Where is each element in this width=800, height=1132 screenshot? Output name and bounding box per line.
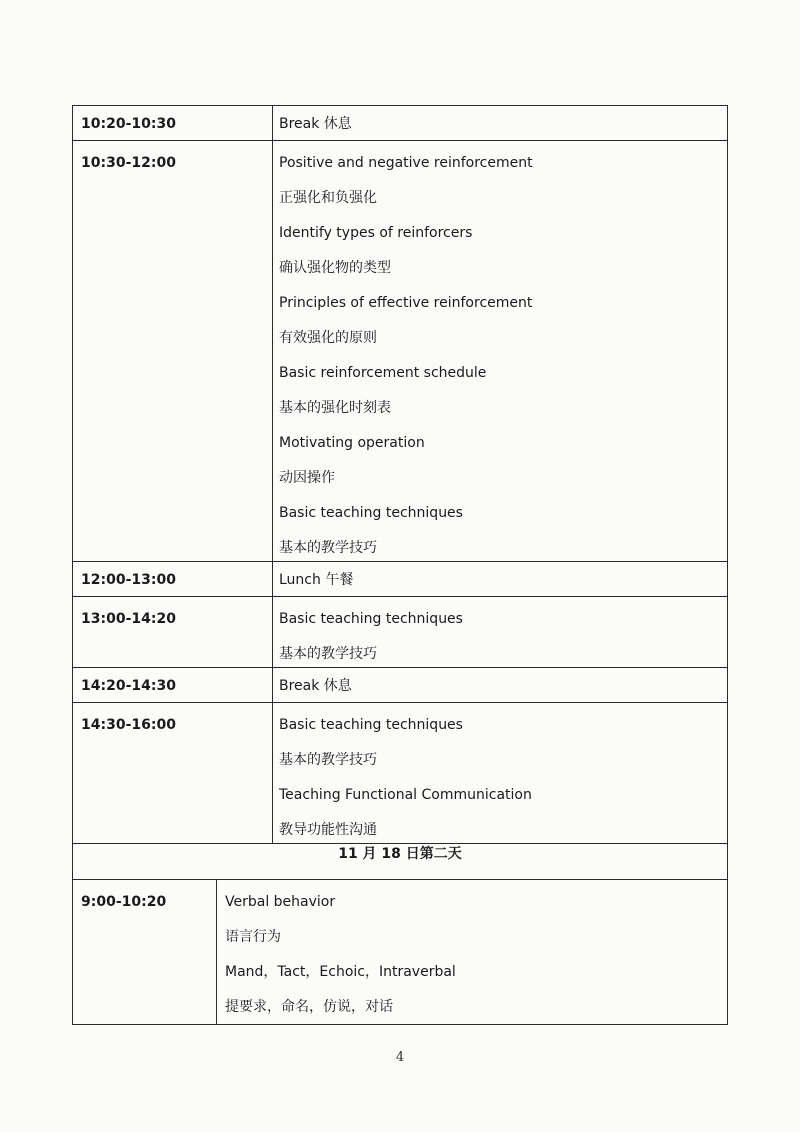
activity-line: Verbal behavior <box>225 894 336 910</box>
activity-line: 确认强化物的类型 <box>279 260 391 276</box>
activity-line: 基本的教学技巧 <box>279 540 377 556</box>
activity-cell <box>273 597 728 668</box>
activity-line: 有效强化的原则 <box>279 330 377 346</box>
schedule-table-day2 <box>72 843 728 1025</box>
activity-line: Mand，Tact，Echoic，Intraverbal <box>225 964 456 980</box>
activity-line: 教导功能性沟通 <box>279 822 377 838</box>
schedule-row <box>73 106 728 141</box>
activity-cell <box>273 703 728 844</box>
activity-line: Basic teaching techniques <box>279 505 463 521</box>
page-number: 4 <box>395 1050 405 1065</box>
schedule-table <box>72 105 728 844</box>
time-cell: 9:00-10:20 <box>73 880 217 1025</box>
schedule-row <box>73 141 728 562</box>
time-cell: 14:20-14:30 <box>73 668 273 703</box>
activity-line: 正强化和负强化 <box>279 190 377 206</box>
activity-cell <box>217 880 728 1025</box>
schedule-row <box>73 703 728 844</box>
activity-line: Lunch 午餐 <box>279 572 354 588</box>
time-cell: 10:30-12:00 <box>73 141 273 562</box>
activity-line: 基本的教学技巧 <box>279 752 377 768</box>
activity-line: Teaching Functional Communication <box>279 787 532 803</box>
activity-line: 基本的教学技巧 <box>279 646 377 662</box>
activity-line: Identify types of reinforcers <box>279 225 473 241</box>
activity-line: Principles of effective reinforcement <box>279 295 533 311</box>
day-heading: 11 月 18 日第二天 <box>73 844 728 880</box>
activity-line: Positive and negative reinforcement <box>279 155 533 171</box>
schedule-row <box>73 597 728 668</box>
time-cell: 13:00-14:20 <box>73 597 273 668</box>
schedule-row <box>73 880 728 1025</box>
activity-line: Motivating operation <box>279 435 425 451</box>
activity-line: Break 休息 <box>279 678 352 694</box>
schedule-row <box>73 562 728 597</box>
activity-line: 语言行为 <box>225 929 281 945</box>
activity-line: 动因操作 <box>279 470 335 486</box>
activity-line: Basic reinforcement schedule <box>279 365 487 381</box>
activity-cell <box>273 562 728 597</box>
time-cell: 14:30-16:00 <box>73 703 273 844</box>
activity-line: Basic teaching techniques <box>279 717 463 733</box>
schedule-row <box>73 668 728 703</box>
day-heading-row <box>73 844 728 880</box>
activity-line: Basic teaching techniques <box>279 611 463 627</box>
activity-cell <box>273 141 728 562</box>
time-cell: 10:20-10:30 <box>73 106 273 141</box>
activity-line: 提要求，命名，仿说，对话 <box>225 999 393 1015</box>
time-cell: 12:00-13:00 <box>73 562 273 597</box>
activity-line: Break 休息 <box>279 116 352 132</box>
activity-line: 基本的强化时刻表 <box>279 400 391 416</box>
activity-cell <box>273 106 728 141</box>
activity-cell <box>273 668 728 703</box>
